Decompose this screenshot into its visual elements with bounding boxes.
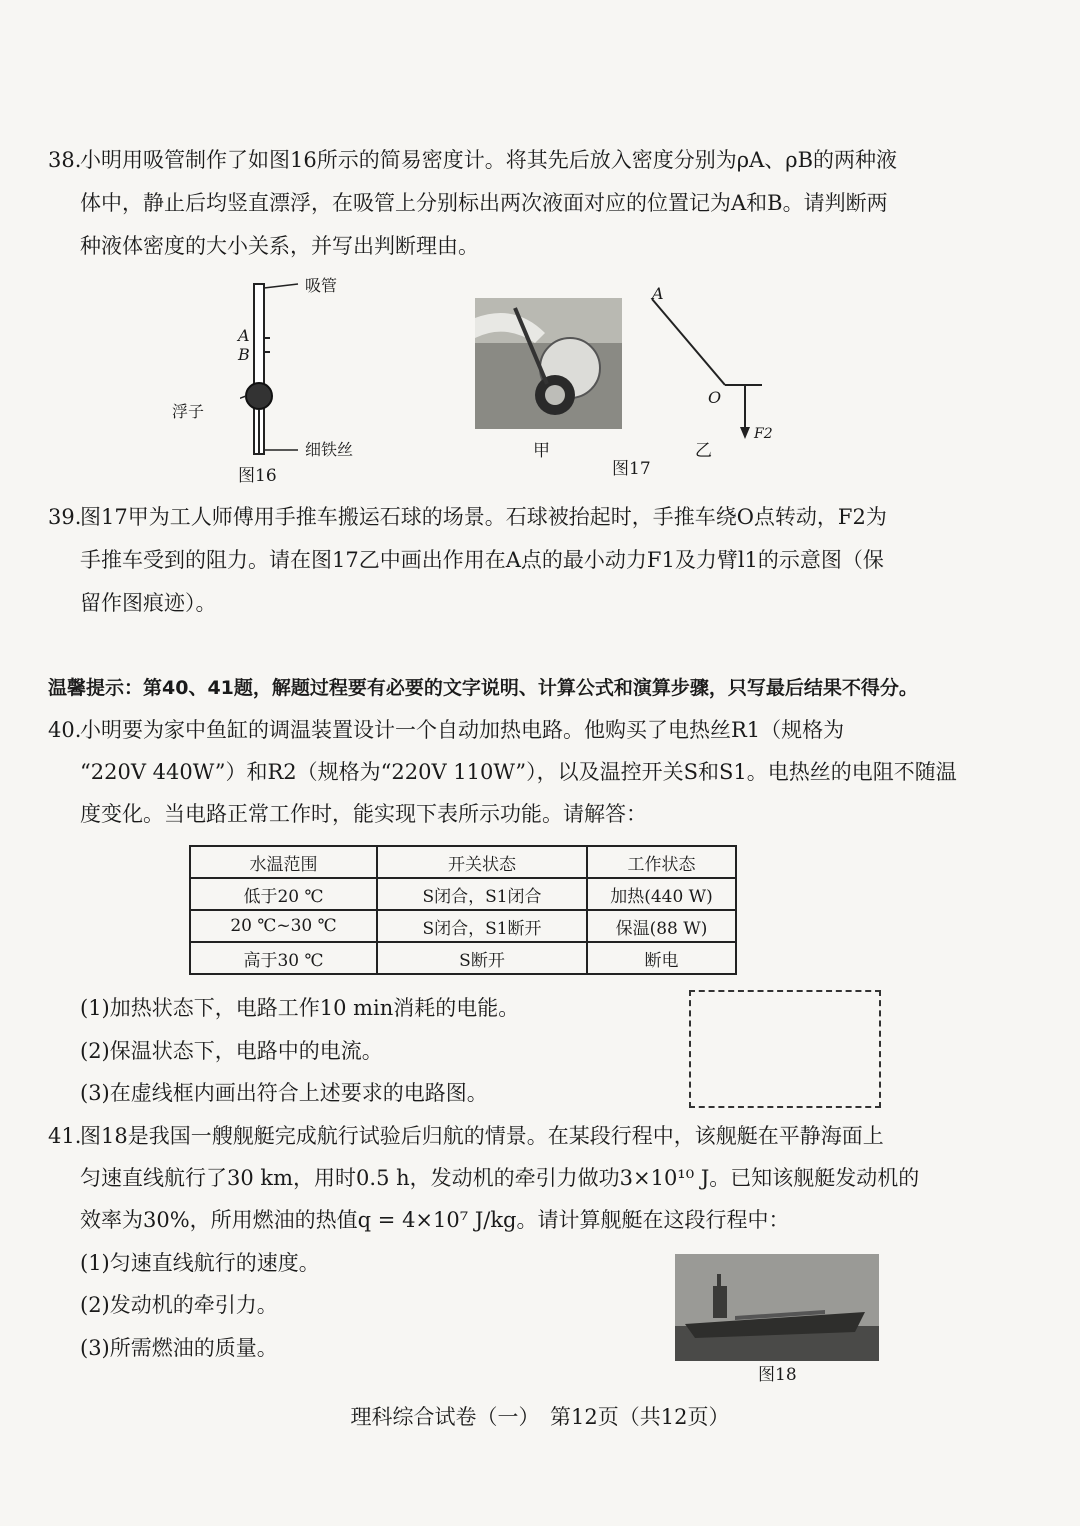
fig16-diagram bbox=[240, 280, 310, 460]
q41-sub2: (2)发动机的牵引力。 bbox=[80, 1293, 278, 1317]
q40-line2: “220V 440W”）和R2（规格为“220V 110W”），以及温控开关S和S1。电热丝的电阻不随温 bbox=[80, 760, 957, 784]
fig17-label-a: A bbox=[652, 284, 664, 303]
fig18-caption: 图18 bbox=[758, 1365, 797, 1385]
fig16-caption: 图16 bbox=[238, 466, 277, 486]
q41-sub1: (1)匀速直线航行的速度。 bbox=[80, 1251, 320, 1275]
fig17-lever-diagram bbox=[640, 285, 780, 445]
q41-line1: 图18是我国一艘舰艇完成航行试验后归航的情景。在某段行程中，该舰艇在平静海面上 bbox=[80, 1124, 884, 1148]
fig16-label-b: B bbox=[238, 345, 250, 364]
q38-line2: 体中，静止后均竖直漂浮，在吸管上分别标出两次液面对应的位置记为A和B。请判断两 bbox=[80, 191, 888, 215]
fig17-caption-yi: 乙 bbox=[695, 441, 712, 461]
q39-line3: 留作图痕迹）。 bbox=[80, 591, 217, 615]
function-table bbox=[189, 845, 737, 975]
q40-line1: 小明要为家中鱼缸的调温装置设计一个自动加热电路。他购买了电热丝R1（规格为 bbox=[80, 718, 845, 742]
q40-line3: 度变化。当电路正常工作时，能实现下表所示功能。请解答： bbox=[80, 802, 647, 826]
table-header-row bbox=[190, 846, 736, 878]
fig17-photo bbox=[475, 298, 622, 429]
circuit-answer-box[interactable] bbox=[689, 990, 881, 1108]
page-footer: 理科综合试卷（一） 第12页（共12页） bbox=[350, 1405, 730, 1429]
q39-line2: 手推车受到的阻力。请在图17乙中画出作用在A点的最小动力F1及力臂l1的示意图（保 bbox=[80, 548, 884, 572]
table-cell: S断开 bbox=[377, 942, 587, 974]
q40-number: 40. bbox=[48, 718, 82, 742]
fig16-label-wire: 细铁丝 bbox=[305, 440, 354, 459]
q39-line1: 图17甲为工人师傅用手推车搬运石球的场景。石球被抬起时，手推车绕O点转动，F2为 bbox=[80, 505, 887, 529]
q41-sub3: (3)所需燃油的质量。 bbox=[80, 1336, 278, 1360]
float-ball bbox=[246, 383, 272, 409]
q41-number: 41. bbox=[48, 1124, 82, 1148]
fig17-caption: 图17 bbox=[612, 459, 651, 479]
q40-sub2: (2)保温状态下，电路中的电流。 bbox=[80, 1039, 383, 1063]
table-cell: 加热(440 W) bbox=[587, 878, 736, 910]
table-row bbox=[190, 942, 736, 974]
table-cell: 断电 bbox=[587, 942, 736, 974]
q38-line3: 种液体密度的大小关系，并写出判断理由。 bbox=[80, 234, 479, 258]
table-row bbox=[190, 910, 736, 942]
table-cell: 保温(88 W) bbox=[587, 910, 736, 942]
table-cell: S闭合，S1断开 bbox=[377, 910, 587, 942]
table-header: 开关状态 bbox=[377, 846, 587, 878]
q39-number: 39. bbox=[48, 505, 82, 529]
q38-line1: 小明用吸管制作了如图16所示的简易密度计。将其先后放入密度分别为ρA、ρB的两种液 bbox=[80, 148, 898, 172]
table-header: 工作状态 bbox=[587, 846, 736, 878]
fig17-label-f2: F2 bbox=[754, 426, 773, 442]
q38-number: 38. bbox=[48, 148, 82, 172]
fig17-label-o: O bbox=[708, 388, 722, 407]
fig17-caption-jia: 甲 bbox=[533, 441, 550, 461]
table-cell: 低于20 ℃ bbox=[190, 878, 377, 910]
fig16-label-a: A bbox=[238, 326, 250, 345]
q40-sub1: (1)加热状态下，电路工作10 min消耗的电能。 bbox=[80, 996, 520, 1020]
table-header: 水温范围 bbox=[190, 846, 377, 878]
table-row bbox=[190, 878, 736, 910]
solution-tip: 温馨提示：第40、41题，解题过程要有必要的文字说明、计算公式和演算步骤，只写最后结果不得分。 bbox=[48, 677, 918, 699]
table-cell: S闭合，S1闭合 bbox=[377, 878, 587, 910]
q41-line3: 效率为30%，所用燃油的热值q = 4×10⁷ J/kg。请计算舰艇在这段行程中： bbox=[80, 1208, 790, 1232]
table-cell: 20 ℃~30 ℃ bbox=[190, 910, 377, 942]
fig16-label-straw: 吸管 bbox=[305, 276, 338, 295]
fig18-photo bbox=[675, 1254, 879, 1361]
table-cell: 高于30 ℃ bbox=[190, 942, 377, 974]
q40-sub3: (3)在虚线框内画出符合上述要求的电路图。 bbox=[80, 1081, 488, 1105]
q41-line2: 匀速直线航行了30 km，用时0.5 h，发动机的牵引力做功3×10¹⁰ J。已知该舰艇发动机的 bbox=[80, 1166, 920, 1190]
fig16-label-float: 浮子 bbox=[172, 402, 205, 421]
